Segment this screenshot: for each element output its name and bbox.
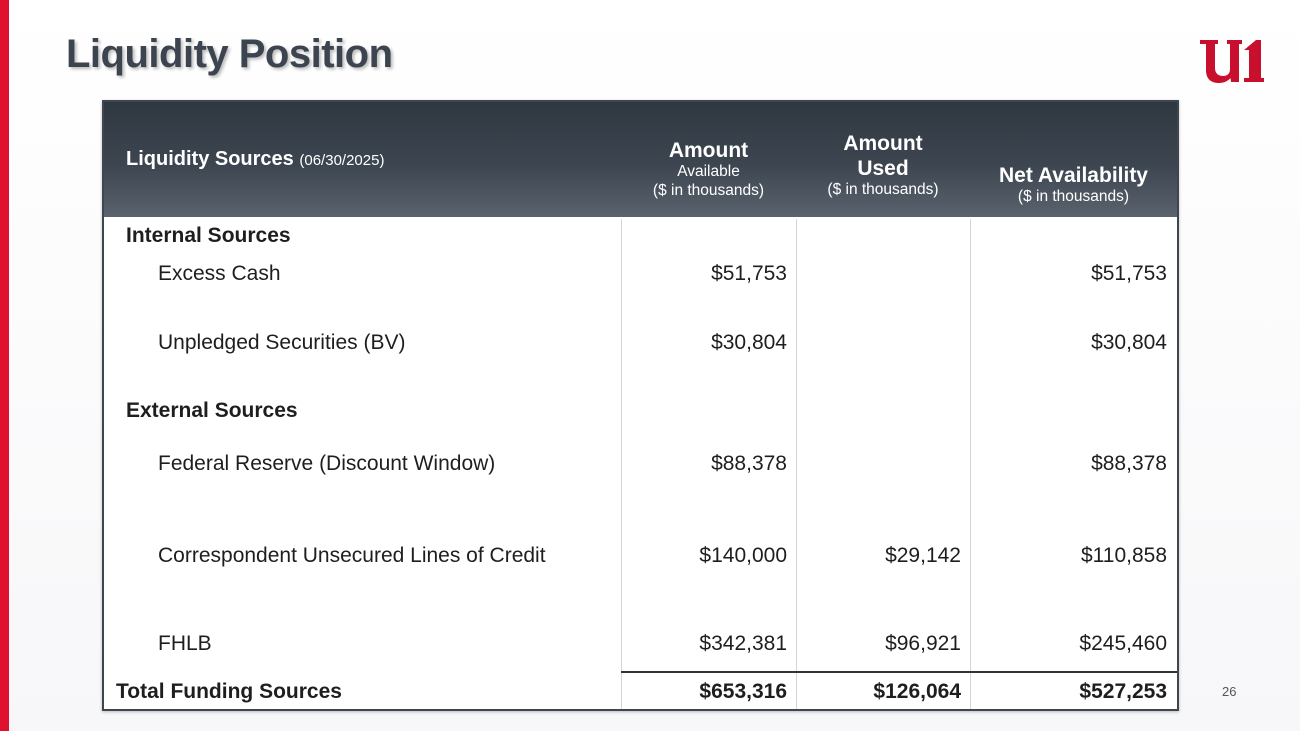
amount-used-cell: $29,142: [885, 544, 961, 567]
net-availability-cell: $88,378: [1091, 452, 1167, 475]
amount-used-cell: $96,921: [885, 632, 961, 655]
header-used-line3: ($ in thousands): [827, 181, 939, 199]
page-number: 26: [1222, 684, 1237, 699]
net-availability-cell: $51,753: [1091, 262, 1167, 285]
header-used-line2: Used: [857, 157, 909, 181]
page-title: Liquidity Position: [66, 32, 393, 76]
header-net-availability: [970, 163, 1177, 207]
row-label: Correspondent Unsecured Lines of Credit: [158, 544, 546, 567]
column-divider: [970, 219, 971, 709]
amount-available-cell: $30,804: [711, 331, 787, 354]
u1-logo: [1198, 36, 1264, 86]
liquidity-table: [102, 100, 1179, 711]
row-label: Federal Reserve (Discount Window): [158, 452, 496, 475]
header-available-line1: Amount: [668, 139, 749, 162]
section-label-external: External Sources: [126, 399, 298, 422]
header-available-line2: Available: [677, 163, 740, 181]
column-divider: [796, 219, 797, 709]
net-availability-cell: $110,858: [1080, 544, 1167, 567]
row-label: Unpledged Securities (BV): [158, 331, 406, 354]
total-divider: [621, 671, 1177, 673]
amount-available-cell: $51,753: [711, 262, 787, 285]
header-liquidity-sources: [126, 148, 384, 171]
row-label: FHLB: [158, 632, 212, 655]
header-sources-label: Liquidity Sources: [126, 148, 294, 170]
table-header: [104, 102, 1177, 217]
total-used-cell: $126,064: [873, 680, 961, 703]
brand-accent-bar: [0, 0, 9, 731]
amount-available-cell: $88,378: [711, 452, 787, 475]
header-used-line1: Amount: [843, 132, 923, 155]
total-label: Total Funding Sources: [116, 680, 342, 703]
header-net-line2: ($ in thousands): [1017, 188, 1130, 206]
net-availability-cell: $245,460: [1079, 632, 1167, 655]
header-net-line1: Net Availability: [999, 164, 1148, 187]
net-availability-cell: $30,804: [1091, 331, 1167, 354]
amount-available-cell: $140,000: [699, 544, 787, 567]
header-sources-date: (06/30/2025): [299, 152, 385, 169]
row-label: Excess Cash: [158, 262, 281, 285]
header-amount-used: [796, 131, 970, 200]
section-label-internal: Internal Sources: [126, 224, 291, 247]
header-amount-available: [621, 138, 796, 200]
amount-available-cell: $342,381: [699, 632, 787, 655]
total-net-cell: $527,253: [1079, 680, 1167, 703]
total-available-cell: $653,316: [699, 680, 787, 703]
column-divider: [621, 219, 622, 709]
header-available-line3: ($ in thousands): [652, 181, 765, 199]
